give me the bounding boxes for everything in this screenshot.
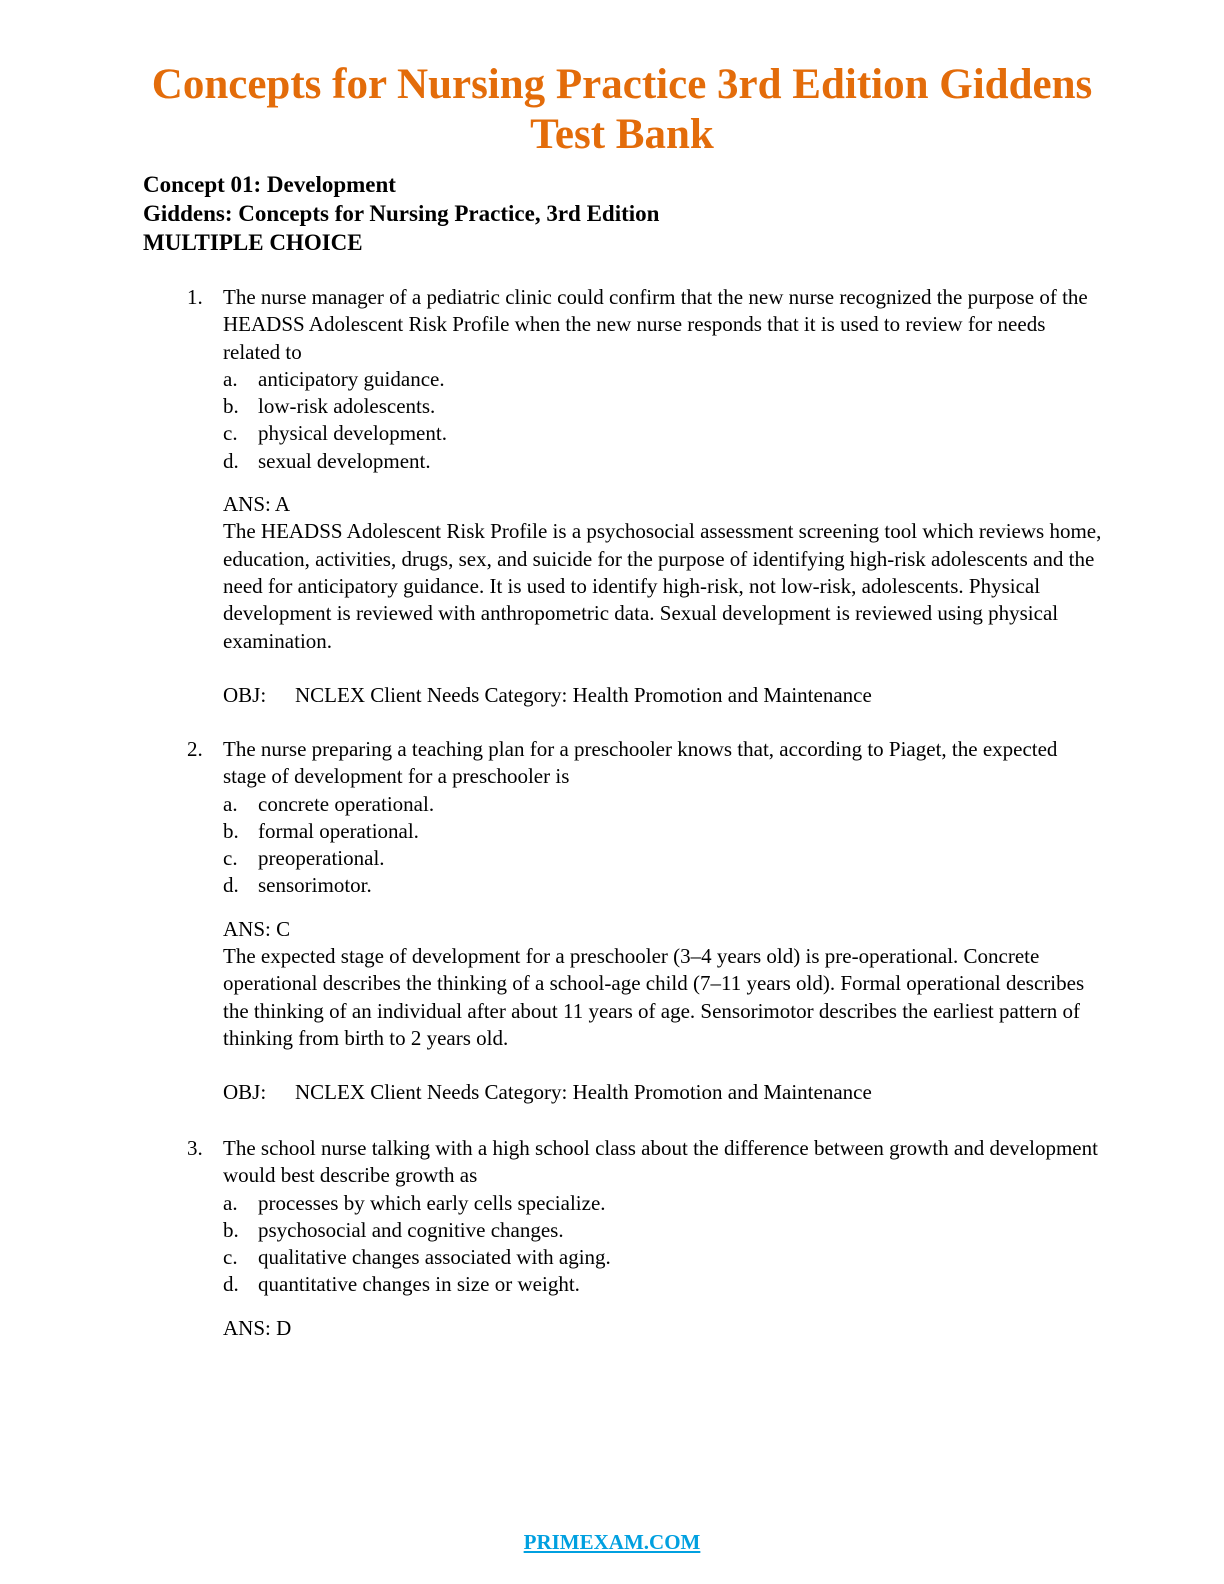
objective-label: OBJ: bbox=[223, 1080, 267, 1105]
question-2 bbox=[187, 736, 1102, 1107]
option-letter: b. bbox=[223, 818, 239, 843]
option-letter: c. bbox=[223, 1245, 238, 1270]
option-text: processes by which early cells specialize. bbox=[258, 1190, 606, 1215]
option-letter: a. bbox=[223, 366, 238, 391]
option-letter: c. bbox=[223, 421, 238, 446]
rationale: The expected stage of development for a preschooler (3–4 years old) is pre-operational. Concrete operational describes the thinking of a school-age child (7–11 years old). Formal operational describes the thinking of an individual after about 11 years of age. Sensorimotor describes the earliest pattern of thinking from birth to 2 years old. bbox=[223, 944, 1085, 1050]
option bbox=[223, 872, 1102, 899]
option-text: preoperational. bbox=[258, 846, 385, 871]
option-letter: d. bbox=[223, 1272, 239, 1297]
option bbox=[223, 393, 1102, 420]
answer: ANS: A bbox=[223, 492, 291, 517]
option-letter: d. bbox=[223, 873, 239, 898]
option-letter: a. bbox=[223, 791, 238, 816]
option bbox=[223, 1190, 1102, 1217]
option-text: formal operational. bbox=[258, 818, 419, 843]
objective bbox=[223, 682, 1102, 709]
objective-text: NCLEX Client Needs Category: Health Promotion and Maintenance bbox=[295, 1080, 872, 1105]
option bbox=[223, 791, 1102, 818]
option-text: psychosocial and cognitive changes. bbox=[258, 1217, 564, 1242]
section-headings bbox=[143, 170, 659, 257]
option-letter: c. bbox=[223, 846, 238, 871]
option-text: low-risk adolescents. bbox=[258, 394, 436, 419]
document-title: Concepts for Nursing Practice 3rd Edition Giddens Test Bank bbox=[151, 61, 1093, 158]
option-letter: b. bbox=[223, 394, 239, 419]
option bbox=[223, 448, 1102, 475]
option-text: sensorimotor. bbox=[258, 873, 372, 898]
option-text: physical development. bbox=[258, 421, 447, 446]
question-number: 2. bbox=[187, 737, 203, 761]
question-number: 1. bbox=[187, 285, 203, 309]
objective-text: NCLEX Client Needs Category: Health Promotion and Maintenance bbox=[295, 682, 872, 707]
option bbox=[223, 845, 1102, 872]
footer-link[interactable]: PRIMEXAM.COM bbox=[523, 1530, 701, 1554]
option-text: qualitative changes associated with aging. bbox=[258, 1245, 611, 1270]
option bbox=[223, 366, 1102, 393]
option bbox=[223, 1271, 1102, 1298]
question-1 bbox=[187, 284, 1102, 709]
objective bbox=[223, 1079, 1102, 1106]
option-text: concrete operational. bbox=[258, 791, 435, 816]
book-heading: Giddens: Concepts for Nursing Practice, 3rd Edition bbox=[143, 201, 660, 226]
option bbox=[223, 1244, 1102, 1271]
question-3 bbox=[187, 1135, 1102, 1342]
option bbox=[223, 1217, 1102, 1244]
option-letter: d. bbox=[223, 448, 239, 473]
option bbox=[223, 818, 1102, 845]
objective-label: OBJ: bbox=[223, 682, 267, 707]
option bbox=[223, 420, 1102, 447]
answer: ANS: C bbox=[223, 916, 291, 941]
section-type-heading: MULTIPLE CHOICE bbox=[143, 230, 363, 255]
concept-heading: Concept 01: Development bbox=[143, 172, 396, 197]
option-letter: b. bbox=[223, 1217, 239, 1242]
question-text: The nurse manager of a pediatric clinic could confirm that the new nurse recognized the purpose of the HEADSS Adolescent Risk Profile when the new nurse responds that it is used to review for needs related to bbox=[223, 285, 1088, 364]
option-text: anticipatory guidance. bbox=[258, 366, 445, 391]
rationale: The HEADSS Adolescent Risk Profile is a psychosocial assessment screening tool which reviews home, education, activities, drugs, sex, and suicide for the purpose of identifying high-risk adolescents and the need for anticipatory guidance. It is used to identify high-risk, not low-risk, adolescents. Physical development is reviewed with anthropometric data. Sexual development is reviewed using physical examination. bbox=[223, 519, 1102, 653]
option-text: quantitative changes in size or weight. bbox=[258, 1272, 580, 1297]
answer: ANS: D bbox=[223, 1315, 292, 1340]
footer bbox=[0, 1530, 1224, 1555]
question-text: The nurse preparing a teaching plan for a preschooler knows that, according to Piaget, the expected stage of development for a preschooler is bbox=[223, 737, 1058, 789]
option-text: sexual development. bbox=[258, 448, 431, 473]
option-letter: a. bbox=[223, 1190, 238, 1215]
question-number: 3. bbox=[187, 1136, 203, 1160]
question-text: The school nurse talking with a high school class about the difference between growth and development would best describe growth as bbox=[223, 1136, 1098, 1188]
